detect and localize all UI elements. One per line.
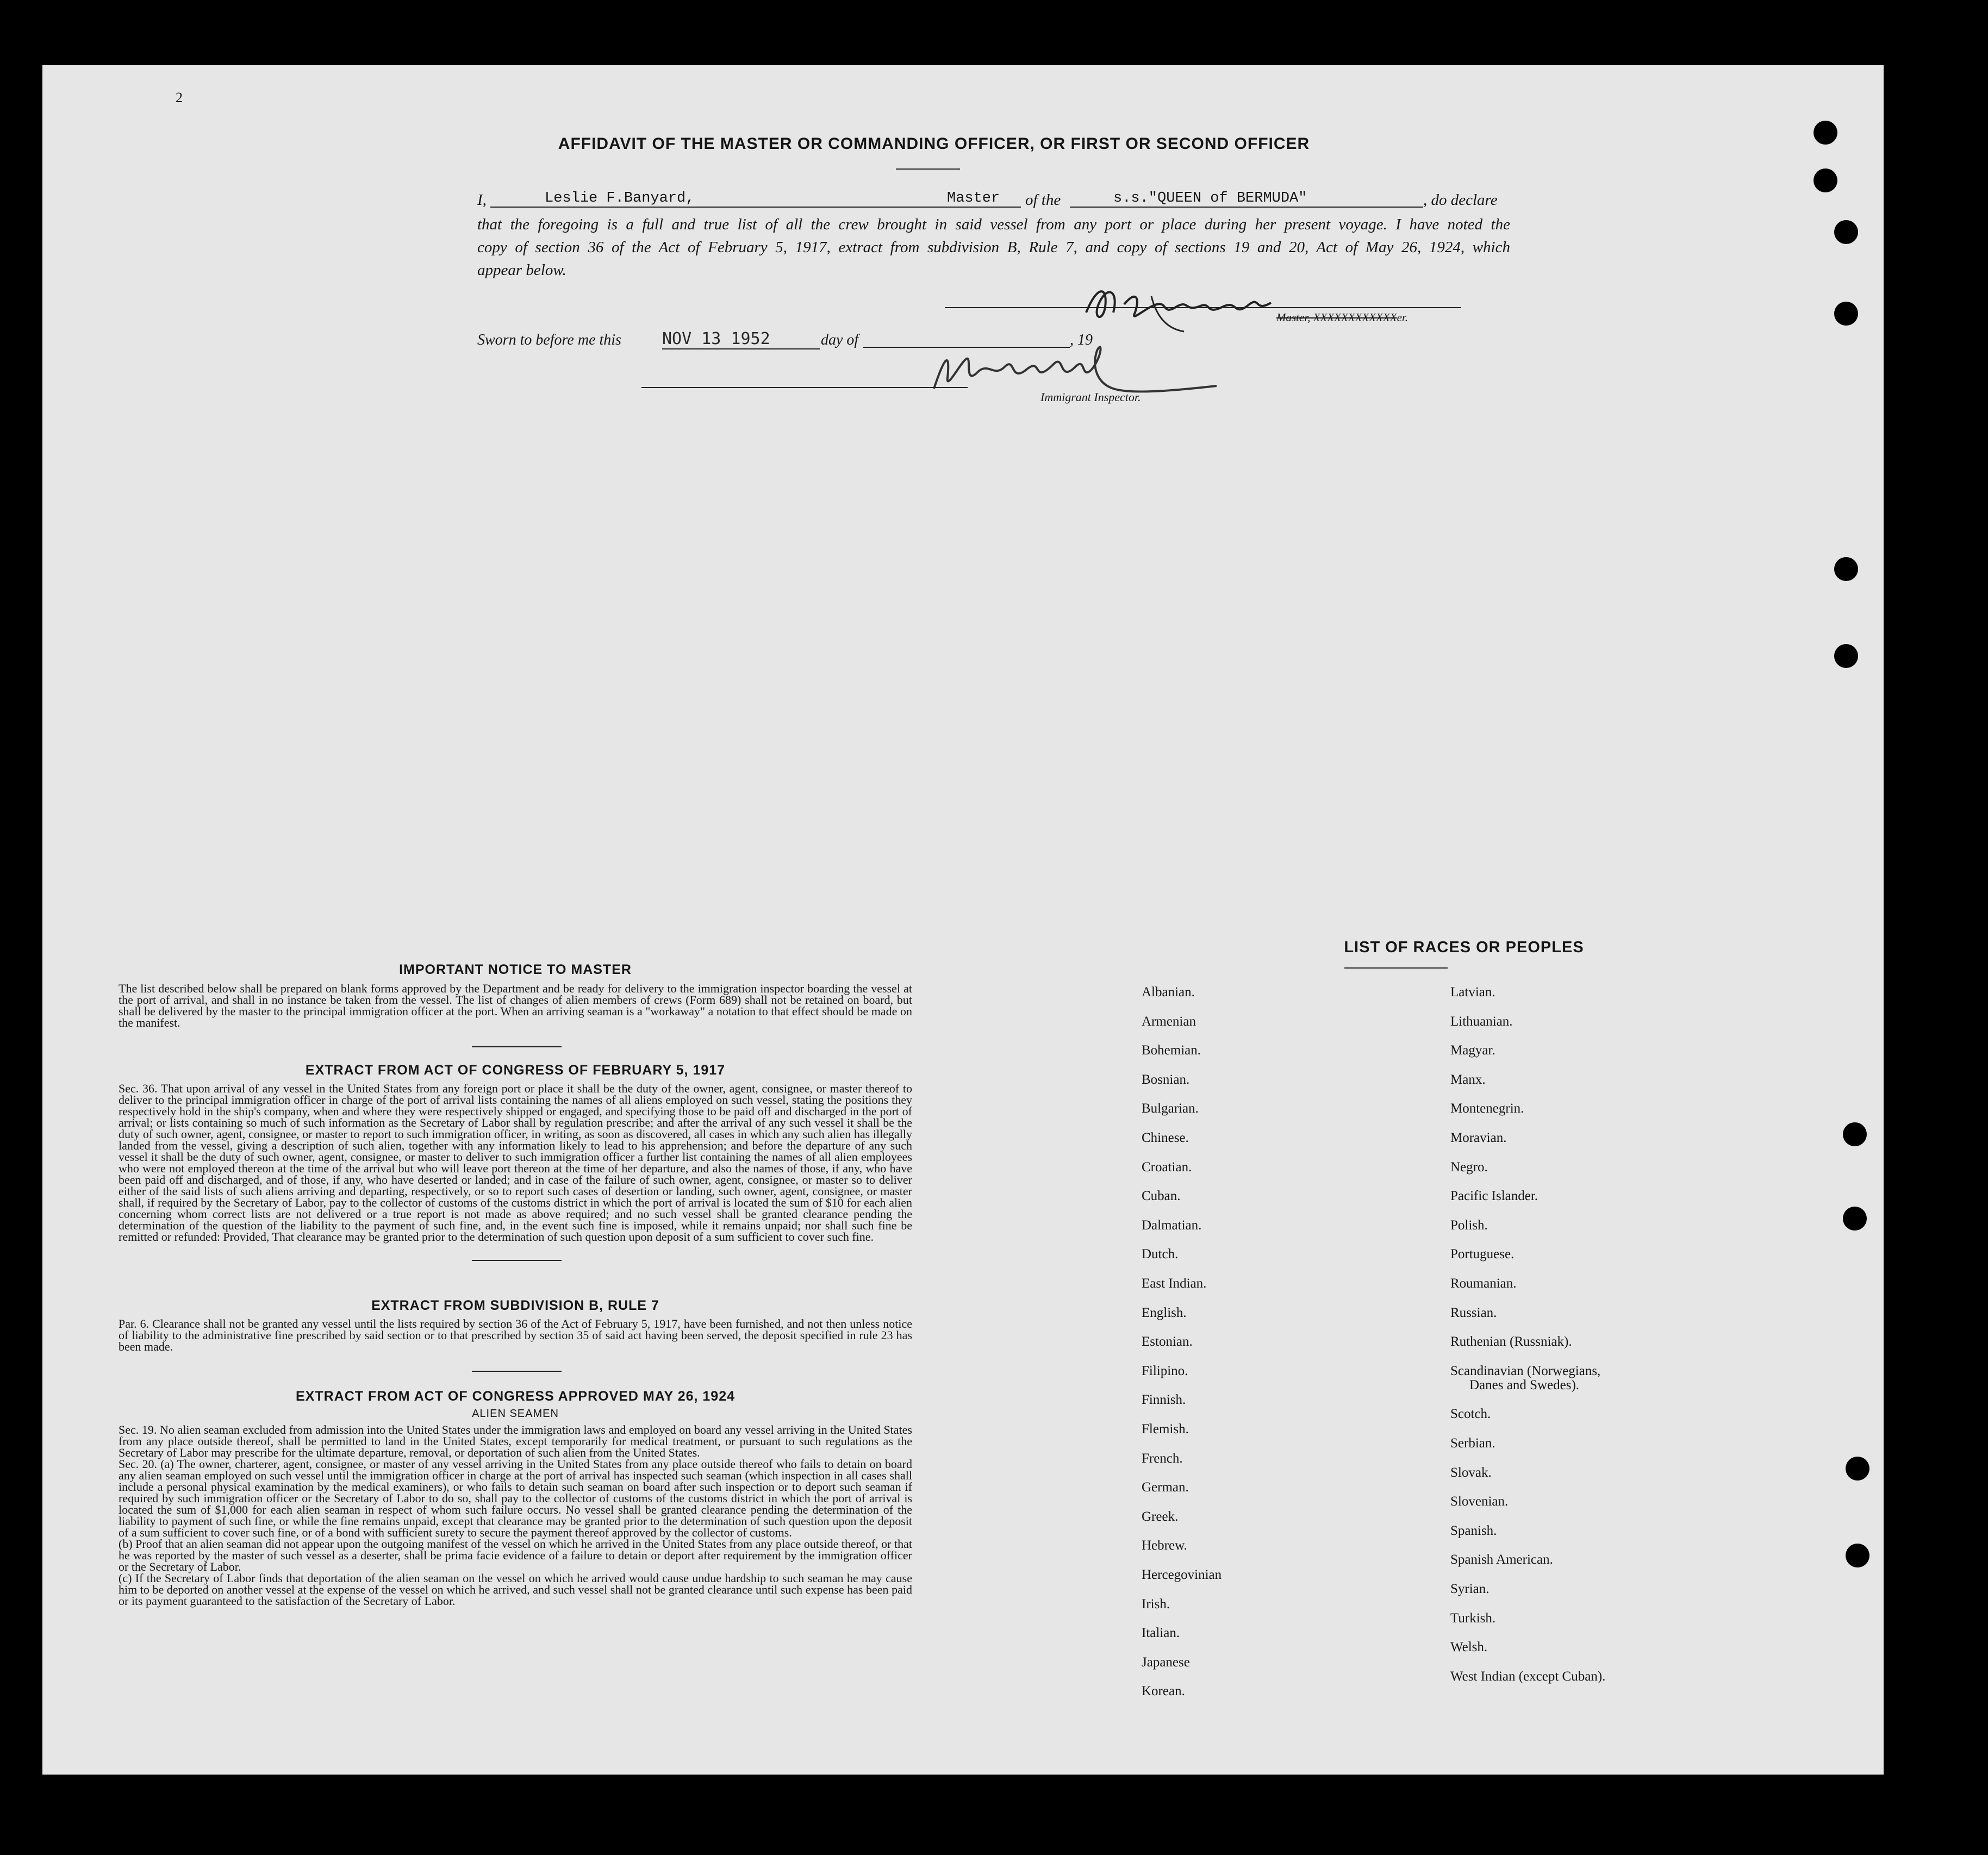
- race-item: Russian.: [1450, 1305, 1497, 1320]
- extract3-subtitle: ALIEN SEAMEN: [472, 1408, 559, 1420]
- sec19-text: Sec. 19. No alien seaman excluded from admission into the United States under the immigration laws and employed on board any vessel arriving in the United States from any place outside thereof, shall be permitted to land in the United States, except temporarily for medical treatment, or pursuant to such regulations as the Secretary of Labor may prescribe for the ultimate departure, removal, or deportation of such alien from the United States.: [119, 1423, 912, 1459]
- race-item: Japanese: [1142, 1654, 1190, 1670]
- race-item: Bulgarian.: [1142, 1101, 1199, 1116]
- race-item: Croatian.: [1142, 1159, 1192, 1175]
- binder-hole: [1834, 220, 1858, 244]
- extract3-title: EXTRACT FROM ACT OF CONGRESS APPROVED MAY 26, 1924: [295, 1389, 736, 1404]
- race-item: Flemish.: [1142, 1422, 1189, 1436]
- race-item: Albanian.: [1142, 985, 1195, 1000]
- extract2-divider: [472, 1371, 562, 1372]
- race-item: Scotch.: [1450, 1407, 1491, 1422]
- race-item: Spanish.: [1450, 1523, 1497, 1538]
- affidavit-body-line3: appear below.: [477, 261, 566, 279]
- binder-hole: [1843, 1122, 1867, 1146]
- race-item-continuation: Danes and Swedes).: [1469, 1377, 1580, 1392]
- extract1-title: EXTRACT FROM ACT OF CONGRESS OF FEBRUARY 5, 1917: [305, 1063, 726, 1078]
- affidavit-body-line1: that the foregoing is a full and true list of all the crew brought in said vessel from any port or place during her present voyage. I have noted the: [477, 216, 1510, 233]
- master-signature-line: [945, 307, 1461, 308]
- extract2-title: EXTRACT FROM SUBDIVISION B, RULE 7: [371, 1298, 659, 1313]
- extract3-body: [119, 1424, 912, 1607]
- extract2-text: Par. 6. Clearance shall not be granted any vessel until the lists required by section 36 of the Act of February 5, 1917, have been furnished, and not then unless notice of liability to the administrative fine prescribed by said section or to that prescribed by section 35 of said act having been served, the deposit specified in rule 23 has been made.: [119, 1317, 912, 1353]
- race-item: Pacific Islander.: [1450, 1189, 1538, 1204]
- race-item: Bosnian.: [1142, 1072, 1190, 1087]
- race-item: Lithuanian.: [1450, 1014, 1513, 1029]
- races-divider: [1344, 967, 1448, 969]
- race-item: Negro.: [1450, 1159, 1488, 1175]
- race-item: Ruthenian (Russniak).: [1450, 1334, 1572, 1350]
- notice-title: IMPORTANT NOTICE TO MASTER: [399, 962, 632, 977]
- race-item: Roumanian.: [1450, 1276, 1517, 1291]
- master-signature-caption: [1276, 311, 1408, 324]
- day-of-label: day of: [821, 332, 859, 348]
- race-item: Dutch.: [1142, 1247, 1179, 1262]
- race-item: Portuguese.: [1450, 1247, 1515, 1262]
- year-label: , 19: [1070, 332, 1093, 348]
- race-item: Armenian: [1142, 1014, 1196, 1029]
- race-item: Moravian.: [1450, 1131, 1507, 1145]
- binder-hole: [1846, 1544, 1869, 1567]
- extract1-divider: [472, 1260, 562, 1261]
- race-item: Spanish American.: [1450, 1552, 1553, 1567]
- race-item: German.: [1142, 1480, 1189, 1495]
- binder-hole: [1846, 1457, 1869, 1481]
- race-item: Filipino.: [1142, 1363, 1188, 1378]
- race-item: Italian.: [1142, 1626, 1180, 1641]
- race-item: English.: [1142, 1305, 1187, 1320]
- extract1-text: Sec. 36. That upon arrival of any vessel in the United States from any foreign port or place it shall be the duty of the owner, agent, consignee, or master thereof to deliver to the principal immigration officer in charge of the port of arrival lists containing the names of all aliens employed on such vessel, stating the positions they respectively hold in the ship's company, when and where they were respectively shipped or engaged, and specifying those to be paid off and discharged in the port of arrival; or lists containing so much of such information as the Secretary of Labor shall by regulation prescribe; and after the arrival of any such vessel it shall be the duty of such owner, agent, consignee, or master to report to such immigration officer, in writing, as soon as discovered, all cases in which any such alien has illegally landed from the vessel, giving a description of such alien, together with any information likely to lead to his apprehension; and before the departure of any such vessel it shall be the duty of such owner, agent, consignee, or master to deliver to such immigration officer a further list containing the names of all alien employees who were not employed thereon at the time of the arrival but who will leave port thereon at the time of her departure, and also the names of those, if any, who have been paid off and discharged, and of those, if any, who have deserted or landed; and in case of the failure of such owner, agent, consignee, or master so to deliver either of the said lists of such aliens arriving and departing, respectively, or so to report such cases of desertion or landing, such owner, agent, consignee, or master shall, if required by the Secretary of Labor, pay to the collector of customs of the customs district in which the port of arrival is located the sum of $10 for each alien concerning whom correct lists are not delivered or a true report is not made as above required; and no such vessel shall be granted clearance pending the determination of the question of the liability to the payment of such fine, and, in the event such fine is imposed, while it remains unpaid; nor shall such fine be remitted or refunded: Provided, That clearance may be granted prior to the determination of such question upon deposit of a sum sufficient to cover such fine.: [119, 1082, 912, 1244]
- affidavit-title: AFFIDAVIT OF THE MASTER OR COMMANDING OFFICER, OR FIRST OR SECOND OFFICER: [558, 135, 1310, 153]
- race-item: Montenegrin.: [1450, 1101, 1524, 1116]
- race-item: French.: [1142, 1451, 1183, 1466]
- do-declare-label: , do declare: [1423, 191, 1498, 209]
- race-item: Irish.: [1142, 1596, 1170, 1612]
- binder-hole: [1843, 1207, 1867, 1231]
- race-item: Finnish.: [1142, 1392, 1186, 1408]
- race-item: West Indian (except Cuban).: [1450, 1669, 1606, 1684]
- document-page: [42, 65, 1884, 1775]
- binder-hole: [1834, 557, 1858, 581]
- i-label: I,: [477, 191, 487, 209]
- race-item: Magyar.: [1450, 1043, 1495, 1058]
- affidavit-body-line2: copy of section 36 of the Act of February 5, 1917, extract from subdivision B, Rule 7, and copy of sections 19 and 20, Act of May 26, 1924, which: [477, 239, 1510, 256]
- race-item: Hebrew.: [1142, 1538, 1187, 1553]
- affidavit-declaration-line: [477, 191, 1510, 213]
- sec20a-text: Sec. 20. (a) The owner, charterer, agent, consignee, or master of any vessel arriving in the United States from any place outside thereof who fails to detain on board any alien seaman employed on such vessel until the immigration officer in charge at the port of arrival has inspected such seaman (which inspection in all cases shall include a personal physical examination by the medical examiners), or who fails to detain such seaman on board after such inspection or to deport such seaman if required by such immigration officer or the Secretary of Labor to do so, shall pay to the collector of customs of the customs district in which the port of arrival is located the sum of $1,000 for each alien seaman in respect of whom such failure occurs. No vessel shall be granted clearance pending the determination of the liability to payment of such fine, or while the fine remains unpaid, except that clearance may be granted prior to the determination of such question upon the deposit of a sum sufficient to cover such fine, or of a bond with sufficient surety to secure the payment thereof approved by the collector of customs.: [119, 1457, 912, 1539]
- race-item: Cuban.: [1142, 1189, 1181, 1204]
- race-item: Chinese.: [1142, 1131, 1189, 1145]
- inspector-caption: Immigrant Inspector.: [1040, 390, 1141, 404]
- notice-divider: [472, 1046, 562, 1047]
- race-item: Dalmatian.: [1142, 1217, 1202, 1233]
- binder-hole: [1834, 302, 1858, 326]
- race-item: Syrian.: [1450, 1582, 1490, 1596]
- race-item: Welsh.: [1450, 1640, 1488, 1655]
- race-item: Polish.: [1450, 1217, 1488, 1233]
- binder-hole: [1813, 121, 1837, 145]
- race-item: Turkish.: [1450, 1610, 1496, 1626]
- race-item: Latvian.: [1450, 985, 1495, 1000]
- race-item: Slovak.: [1450, 1465, 1492, 1480]
- race-item: Greek.: [1142, 1509, 1179, 1524]
- binder-hole: [1834, 644, 1858, 668]
- master-signature: [1075, 274, 1358, 334]
- master-caption-end: er.: [1397, 311, 1409, 324]
- vessel-name-field: s.s."QUEEN of BERMUDA": [1070, 190, 1423, 208]
- inspector-signature-line: [641, 387, 968, 388]
- binder-hole: [1813, 168, 1837, 192]
- race-item: Bohemian.: [1142, 1043, 1201, 1058]
- sec20b-text: (b) Proof that an alien seaman did not appear upon the outgoing manifest of the vessel on which he arrived in the United States from any place outside thereof, or that he was reported by the master of such vessel as a deserter, shall be prima facie evidence of a failure to detain or deport after requirement by the immigration officer or the Secretary of Labor.: [119, 1537, 912, 1573]
- race-item: Estonian.: [1142, 1334, 1193, 1350]
- race-item: Serbian.: [1450, 1436, 1495, 1451]
- master-caption-text: Master, XXXXXXXXXXXX: [1276, 311, 1397, 324]
- sec20c-text: (c) If the Secretary of Labor finds that deportation of the alien seaman on the vessel on which he arrived would cause undue hardship to such seaman he may cause him to be deported on another vessel at the expense of the vessel on which he arrived, and such vessel shall not be granted clearance until such expense has been paid or its payment guaranteed to the satisfaction of the Secretary of Labor.: [119, 1571, 912, 1608]
- page-number: 2: [176, 90, 183, 105]
- sworn-label: Sworn to before me this: [477, 332, 621, 348]
- race-item: East Indian.: [1142, 1276, 1207, 1291]
- race-item: Hercegovinian: [1142, 1567, 1222, 1582]
- notice-text: The list described below shall be prepared on blank forms approved by the Department and be ready for delivery to the immigration inspector boarding the vessel at the port of arrival, and shall in no instance be taken from the vessel. The list of changes of alien members of crews (Form 689) shall not be retained on board, but shall be delivered by the master to the principal immigration officer at the port. When an arriving seaman is a "workaway" a notation to that effect should be made on the manifest.: [119, 982, 912, 1029]
- race-item: Manx.: [1450, 1072, 1486, 1087]
- race-item: Slovenian.: [1450, 1494, 1509, 1509]
- master-name-field: Leslie F.Banyard,: [490, 190, 860, 208]
- rank-field: Master: [860, 190, 1021, 208]
- affidavit-body: [477, 213, 1510, 282]
- title-divider: [896, 168, 960, 170]
- sworn-date-stamp: NOV 13 1952: [662, 329, 820, 349]
- race-item: Scandinavian (Norwegians,: [1450, 1363, 1601, 1378]
- race-item: Korean.: [1142, 1684, 1185, 1699]
- of-the-label: of the: [1025, 191, 1061, 209]
- races-title: LIST OF RACES OR PEOPLES: [1344, 939, 1584, 956]
